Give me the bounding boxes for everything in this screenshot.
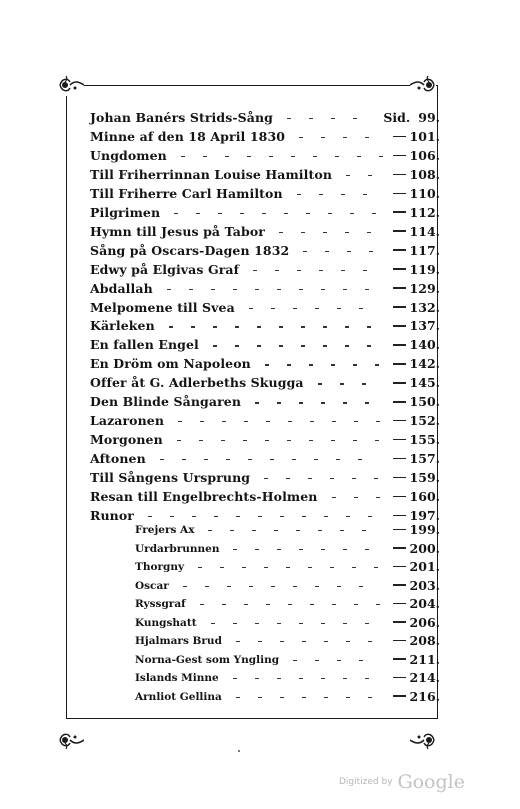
toc-page-number-group [393,431,440,449]
ditto-dash [393,136,406,138]
toc-page-number-group [393,336,440,354]
toc-page-number: 208. [409,633,440,648]
toc-page-number-group [393,128,440,146]
toc-entry [90,450,440,468]
ditto-dash [393,287,406,289]
toc-page-number: 132. [409,299,440,315]
toc-page-number-group [393,185,440,203]
toc-entry-title: Minne af den 18 April 1830 [90,128,286,144]
ditto-dash [393,155,406,157]
toc-sub-entry [135,540,440,558]
toc-page-number-group [393,540,440,558]
toc-sub-entry [135,651,440,669]
ditto-dash [393,658,406,660]
toc-entry-title: Runor [90,507,134,523]
toc-page-number-group [393,317,440,335]
toc-entry-title: Lazaronen [90,413,165,429]
toc-page-number-group [393,299,440,317]
toc-page-number: 155. [409,432,440,448]
toc-sub-entry [135,595,440,613]
toc-entry [90,488,440,506]
ditto-dash [393,211,406,213]
ditto-dash [393,344,406,346]
toc-page-number: 159. [409,470,440,486]
toc-page-number-group [393,223,440,241]
ditto-dash [393,363,406,365]
toc-page-number: 216. [409,688,440,704]
toc-page-number: 204. [409,596,440,611]
toc-entry [90,374,440,392]
toc-entry-title: Offer åt G. Adlerbeths Skugga [90,375,304,391]
toc-page-number-group [393,450,440,468]
toc-page-number-group [393,558,440,576]
toc-page-number: 152. [409,413,440,429]
toc-entry-title: Norna-Gest som Yngling [135,653,280,666]
toc-entry-title: Frejers Ax [135,524,195,536]
toc-page-number: 214. [409,670,440,685]
toc-page-number: 211. [409,651,440,667]
toc-entry-title: Kungshatt [135,616,197,629]
ditto-dash [393,439,406,441]
toc-page-number: 137. [409,318,440,334]
toc-entry-title: Ungdomen [90,147,167,163]
toc-page-number: 129. [409,280,440,296]
toc-entry-title: Kärleken [90,318,155,334]
toc-entry-title: En Dröm om Napoleon [90,356,251,372]
toc-entry [90,299,440,317]
toc-page-number: 199. [409,522,440,537]
toc-entry-title: Till Friherrinnan Louise Hamilton [90,166,333,182]
toc-page-number-group [393,204,440,222]
toc-page-number: 99. [418,110,440,125]
toc-entry [90,128,440,146]
ditto-dash [393,174,406,176]
ditto-dash [393,496,406,498]
toc-entry-title: Islands Minne [135,672,219,684]
toc-entry-title: Johan Banérs Strids-Sång [90,110,274,125]
toc-sub-entry [135,521,440,539]
toc-page-number: 157. [409,451,440,467]
ditto-dash [393,401,406,403]
toc-page-number: 201. [409,559,440,574]
digitized-by-google-watermark [339,771,465,793]
toc-entry-title: Resan till Engelbrechts-Holmen [90,489,318,504]
toc-page-number-group [393,147,440,165]
toc-page-number-group [393,355,440,373]
toc-sub-entry [135,669,440,687]
toc-entry [90,280,440,298]
ditto-dash [393,325,406,327]
toc-page-number: 119. [409,261,440,277]
toc-entry-title: Abdallah [90,280,153,296]
toc-page-number-group [393,280,440,298]
toc-entry-title: Thorgny [135,561,185,573]
ditto-dash [393,603,406,605]
toc-page-number-group [393,521,440,539]
ditto-dash [393,584,406,586]
toc-page-number-group [393,469,440,487]
toc-page-number: 112. [409,204,440,220]
toc-sub-entry [135,632,440,650]
toc-entry-title: Hjalmars Brud [135,635,222,647]
toc-page-number: 142. [409,356,440,372]
toc-page-number-group [393,261,440,279]
toc-entry [90,204,440,222]
toc-entry [90,223,440,241]
toc-entry [90,109,440,127]
toc-entry-title: Melpomene till Svea [90,299,235,315]
toc-page-number: 206. [409,614,440,630]
toc-entry [90,147,440,165]
toc-page-number-group [393,393,440,411]
toc-sub-entry [135,558,440,576]
toc-page-number: 197. [409,507,440,523]
toc-page-number-group [393,614,440,632]
toc-entry-title: Sång på Oscars-Dagen 1832 [90,242,290,258]
toc-entry [90,412,440,430]
google-logo-text: Google [397,771,465,793]
ditto-dash [393,458,406,460]
ditto-dash [393,640,406,642]
toc-entry-title: Oscar [135,579,169,592]
ditto-dash [393,677,406,679]
toc-page-number: 106. [409,147,440,163]
toc-entry-title: En fallen Engel [90,337,199,353]
ditto-dash [393,268,406,270]
toc-page-number-group [393,632,440,650]
toc-entry [90,393,440,411]
ditto-dash [393,621,406,623]
toc-page-number: 140. [409,337,440,353]
toc-page-number: 101. [409,128,440,144]
toc-entry-title: Morgonen [90,432,163,448]
toc-page-number-group [393,166,440,184]
toc-entry-title: Edwy på Elgivas Graf [90,261,240,277]
toc-entry [90,242,440,260]
toc-entry [90,166,440,184]
toc-page-number: 203. [409,577,440,593]
toc-page-number-group [393,412,440,430]
toc-entry-title: Pilgrimen [90,204,161,220]
page-prefix-label: Sid. [383,110,411,125]
toc-entry [90,469,440,487]
toc-page-number-group [393,488,440,506]
toc-entry-title: Aftonen [90,451,146,467]
toc-page-number-group [393,651,440,669]
toc-page-number: 200. [409,540,440,556]
ditto-dash [393,420,406,422]
ditto-dash [393,306,406,308]
toc-entry [90,261,440,279]
page-mark-dot [238,750,240,752]
toc-page-number-group [393,577,440,595]
toc-page-number-group [393,688,440,706]
toc-entry-title: Till Sångens Ursprung [90,470,251,486]
ditto-dash [393,695,406,697]
toc-entry [90,431,440,449]
toc-page-number-group [393,242,440,260]
toc-entry-title: Arnliot Gellina [135,690,222,703]
toc-page-number: 114. [409,223,440,239]
ditto-dash [393,515,406,517]
toc-page-number: 108. [409,166,440,182]
toc-page-number: 145. [409,375,440,391]
toc-sub-entry [135,577,440,595]
ditto-dash [393,193,406,195]
toc-entry [90,355,440,373]
toc-sub-entry [135,688,440,706]
toc-entry [90,336,440,354]
ditto-dash [393,529,406,531]
toc-page-number-group [393,374,440,392]
toc-page-number: 117. [409,242,440,258]
ditto-dash [393,230,406,232]
toc-entry-title: Ryssgraf [135,598,186,610]
toc-page-number: 110. [409,185,440,201]
toc-page-number-group [383,109,440,127]
toc-page-number-group [393,669,440,687]
toc-entry-title: Till Friherre Carl Hamilton [90,185,283,201]
ditto-dash [393,249,406,251]
toc-entry [90,317,440,335]
ditto-dash [393,566,406,568]
toc-entry-title: Urdarbrunnen [135,542,220,555]
toc-page-number: 160. [409,489,440,504]
toc-page-number-group [393,595,440,613]
ditto-dash [393,547,406,549]
ditto-dash [393,382,406,384]
digitized-by-label: Digitized by [339,777,393,787]
toc-page-number: 150. [409,394,440,410]
ditto-dash [393,477,406,479]
toc-entry-title: Den Blinde Sångaren [90,394,242,410]
toc-sub-entry [135,614,440,632]
toc-entry-title: Hymn till Jesus på Tabor [90,223,265,239]
toc-entry [90,185,440,203]
